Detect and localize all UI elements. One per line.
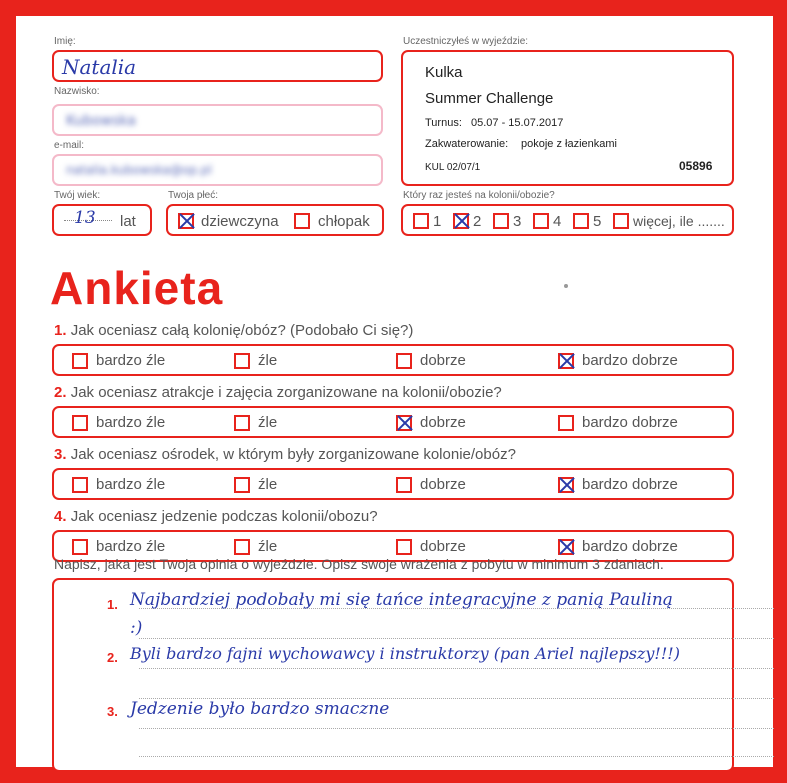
question-4-option-4-checkbox[interactable] (558, 539, 574, 555)
question-number: 1. (54, 322, 67, 339)
participation-label: Uczestniczyłeś w wyjeździe: (403, 36, 529, 47)
gender-girl-checkbox[interactable] (178, 213, 194, 229)
question-4-option-3-label: dobrze (420, 538, 466, 555)
question-2-option-3-label: dobrze (420, 414, 466, 431)
opinion-1-text: Najbardziej podobały mi się tańce integracyjne z panią Pauliną :) (130, 590, 673, 638)
opinion-prompt: Napisz, jaka jest Twoja opinia o wyjeździe. Opisz swoje wrażenia z pobytu w minimum 3 zdaniach. (54, 556, 664, 572)
question-3-options (52, 468, 734, 500)
turnus-label: Turnus: (425, 117, 462, 129)
email-label: e-mail: (54, 140, 85, 151)
question-number: 2. (54, 384, 67, 401)
question-2 (54, 384, 502, 401)
question-3-option-3-checkbox[interactable] (396, 477, 412, 493)
times-more-label: więcej, ile ....... (633, 213, 725, 229)
camp-name: Kulka (425, 64, 463, 81)
question-1-option-4-label: bardzo dobrze (582, 352, 678, 369)
question-text: Jak oceniasz całą kolonię/obóz? (Podobało Ci się?) (70, 322, 414, 339)
question-3-option-4-checkbox[interactable] (558, 477, 574, 493)
email-field[interactable] (52, 154, 383, 186)
question-1-option-1-label: bardzo źle (96, 352, 166, 369)
question-2-option-1-checkbox[interactable] (72, 415, 88, 431)
gender-field (166, 204, 384, 236)
age-field[interactable] (52, 204, 152, 236)
times-more-checkbox[interactable] (613, 213, 629, 229)
times-1-label: 1 (433, 213, 442, 230)
times-1-checkbox[interactable] (413, 213, 429, 229)
question-number: 3. (54, 446, 67, 463)
question-4-option-4-label: bardzo dobrze (582, 538, 678, 555)
times-3-checkbox[interactable] (493, 213, 509, 229)
question-2-option-4-checkbox[interactable] (558, 415, 574, 431)
surname-field[interactable] (52, 104, 383, 136)
question-2-option-2-checkbox[interactable] (234, 415, 250, 431)
name-value: Natalia (62, 55, 137, 79)
paper (16, 16, 773, 767)
question-text: Jak oceniasz jedzenie podczas kolonii/obozu? (70, 508, 378, 525)
question-1-option-4-checkbox[interactable] (558, 353, 574, 369)
times-field (401, 204, 734, 236)
question-2-option-2-label: źle (258, 414, 278, 431)
question-1-option-1-checkbox[interactable] (72, 353, 88, 369)
question-number: 4. (54, 508, 67, 525)
question-1-option-3-checkbox[interactable] (396, 353, 412, 369)
question-2-option-1-label: bardzo źle (96, 414, 166, 431)
ruled-line (139, 756, 774, 757)
gender-boy-label: chłopak (318, 213, 370, 230)
times-3-label: 3 (513, 213, 522, 230)
times-2-checkbox[interactable] (453, 213, 469, 229)
times-4-checkbox[interactable] (533, 213, 549, 229)
accommodation-label: Zakwaterowanie: (425, 138, 509, 150)
question-1 (54, 322, 413, 339)
age-unit: lat (120, 213, 136, 230)
email-value: natalia.kubowska@op.pl (66, 163, 212, 177)
question-3-option-2-checkbox[interactable] (234, 477, 250, 493)
question-1-option-3-label: dobrze (420, 352, 466, 369)
gender-boy-checkbox[interactable] (294, 213, 310, 229)
name-field[interactable] (52, 50, 383, 82)
question-3-option-3-label: dobrze (420, 476, 466, 493)
question-4-option-3-checkbox[interactable] (396, 539, 412, 555)
name-label: Imię: (54, 36, 76, 47)
question-3-option-1-checkbox[interactable] (72, 477, 88, 493)
scan-dot (564, 284, 568, 288)
question-1-option-2-label: źle (258, 352, 278, 369)
question-4-option-1-label: bardzo źle (96, 538, 166, 555)
camp-code: KUL 02/07/1 (425, 162, 481, 173)
times-5-label: 5 (593, 213, 602, 230)
surname-value: Kubowska (66, 113, 136, 129)
question-4-option-1-checkbox[interactable] (72, 539, 88, 555)
survey-title: Ankieta (50, 262, 224, 314)
opinion-3-text: Jedzenie było bardzo smaczne (130, 699, 390, 719)
question-3-option-4-label: bardzo dobrze (582, 476, 678, 493)
opinion-1-num: 1. (107, 597, 118, 612)
ruled-line (139, 668, 774, 669)
times-5-checkbox[interactable] (573, 213, 589, 229)
question-3-option-2-label: źle (258, 476, 278, 493)
gender-label: Twoja płeć: (168, 190, 219, 201)
question-4 (54, 508, 378, 525)
question-text: Jak oceniasz atrakcje i zajęcia zorganizowane na kolonii/obozie? (70, 384, 502, 401)
question-2-options (52, 406, 734, 438)
question-3 (54, 446, 516, 463)
question-3-option-1-label: bardzo źle (96, 476, 166, 493)
times-4-label: 4 (553, 213, 562, 230)
age-value: 13 (74, 208, 96, 228)
opinion-2-num: 2. (107, 650, 118, 665)
camp-number: 05896 (679, 159, 713, 173)
gender-girl-label: dziewczyna (201, 213, 279, 230)
question-1-option-2-checkbox[interactable] (234, 353, 250, 369)
question-2-option-4-label: bardzo dobrze (582, 414, 678, 431)
question-4-option-2-label: źle (258, 538, 278, 555)
question-2-option-3-checkbox[interactable] (396, 415, 412, 431)
surname-label: Nazwisko: (54, 86, 100, 97)
ruled-line (139, 728, 774, 729)
question-1-options (52, 344, 734, 376)
turnus-value: 05.07 - 15.07.2017 (471, 117, 564, 129)
question-4-option-2-checkbox[interactable] (234, 539, 250, 555)
camp-program: Summer Challenge (425, 90, 554, 107)
camp-info-box (401, 50, 734, 186)
age-label: Twój wiek: (54, 190, 101, 201)
opinion-2-text: Byli bardzo fajni wychowawcy i instruktorzy (pan Ariel najlepszy!!!) (130, 644, 680, 663)
opinion-3-num: 3. (107, 704, 118, 719)
question-text: Jak oceniasz ośrodek, w którym były zorganizowane kolonie/obóz? (70, 446, 516, 463)
times-2-label: 2 (473, 213, 482, 230)
opinion-box[interactable] (52, 578, 734, 772)
times-label: Który raz jesteś na kolonii/obozie? (403, 190, 555, 201)
accommodation-value: pokoje z łazienkami (521, 138, 617, 150)
